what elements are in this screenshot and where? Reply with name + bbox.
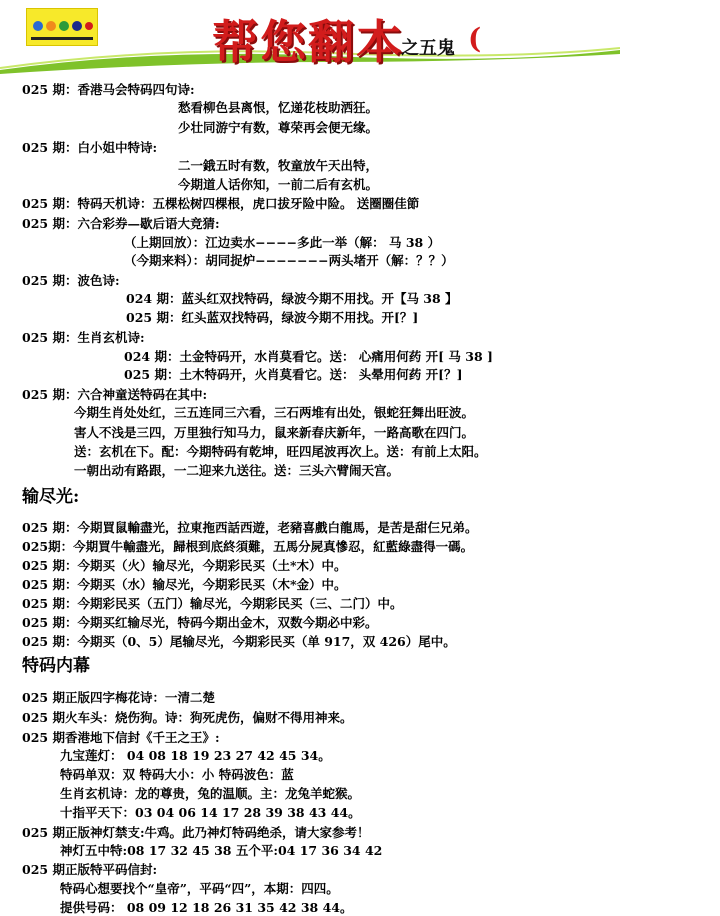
text-line: 二一鋨五时有数，牧童放午天出特，: [178, 158, 379, 173]
text-line: 024 期：蓝头红双找特码，绿波今期不用找。开【马 38 】: [126, 291, 458, 306]
text-line: 今期生肖处处红，三五连同三六看，三石两堆有出处，银蛇狂舞出旺波。: [74, 405, 475, 420]
text-line: 025 期：六合彩券—歇后语大竞猜:: [22, 216, 220, 231]
text-line: 025 期：波色诗:: [22, 273, 120, 288]
text-line: 特码心想要找个“皇帝”，平码“四”，本期：四四。: [60, 881, 339, 896]
text-line: 提供号码： 08 09 12 18 26 31 35 42 38 44。: [60, 900, 353, 915]
text-line: 025 期：六合神童送特码在其中:: [22, 387, 208, 402]
text-line: 025 期：生肖玄机诗:: [22, 330, 145, 345]
text-line: 025期：今期買牛輸盡光，歸根到底終須難，五馬分屍真慘忍，紅藍綠盡得一碼。: [22, 539, 474, 554]
text-line: 025 期：特码天机诗：五棵松树四棵根，虎口拔牙险中险。 送圈圈佳節: [22, 196, 420, 211]
text-line: 025 期：今期買鼠輸盡光，拉東拖西話西遊，老豬喜戲白龍馬，是苦是甜仨兄弟。: [22, 520, 478, 535]
text-line: 送：玄机在下。配：今期特码有乾坤，旺四尾波再次上。送：有前上太阳。: [74, 444, 487, 459]
text-line: 今期道人话你知，一前二后有玄机。: [178, 177, 379, 192]
text-line: 025 期正版神灯禁支:牛鸡。此乃神灯特码绝杀，请大家参考！: [22, 825, 370, 840]
text-line: 025 期：今期买（水）输尽光，今期彩民买（木*金）中。: [22, 577, 347, 592]
page-title: 帮您翻本: [212, 15, 404, 69]
text-line: 025 期：土木特码开，火肖莫看它。送： 头晕用何药 开[？]: [124, 367, 463, 382]
text-line: 十指平天下：03 04 06 14 17 28 39 38 43 44。: [60, 805, 361, 820]
text-line: 024 期：土金特码开，水肖莫看它。送： 心痛用何药 开[ 马 38 ]: [124, 349, 493, 364]
text-line: 025 期：今期买（0、5）尾输尽光，今期彩民买（单 917，双 426）尾中。: [22, 634, 456, 649]
text-line: 025 期：红头蓝双找特码，绿波今期不用找。开[？]: [126, 310, 419, 325]
text-line: 特码单双：双 特码大小：小 特码波色：蓝: [60, 767, 294, 782]
text-line: 025 期：今期彩民买（五门）输尽光，今期彩民买（三、二门）中。: [22, 596, 403, 611]
text-line: 025 期：白小姐中特诗:: [22, 140, 158, 155]
text-line: 025 期香港地下信封《千王之王》:: [22, 730, 220, 745]
text-line: 025 期正版特平码信封:: [22, 862, 158, 877]
text-line: 愁看柳色县离恨，忆递花枝助洒狂。: [178, 100, 379, 115]
text-line: 一朝出动有路跟，一二迎来九送往。送：三头六臂闹天宫。: [74, 463, 400, 478]
section-heading: 特码内幕: [22, 656, 90, 676]
title-paren: (: [468, 22, 482, 55]
text-line: （上期回放）：江边卖水−−−−多此一举（解： 马 38 ）: [124, 235, 441, 250]
text-line: 神灯五中特:08 17 32 45 38 五个平:04 17 36 34 42: [60, 843, 383, 858]
text-line: 025 期正版四字梅花诗：一清二楚: [22, 690, 215, 705]
text-line: 生肖玄机诗：龙的尊贵，兔的温顺。主：龙兔羊蛇猴。: [60, 786, 361, 801]
text-line: （今期来料）：胡同捉炉−−−−−−−两头堵开（解：？？）: [124, 253, 454, 268]
text-line: 害人不浅是三四，万里独行知马力，鼠来新春庆新年，一路高歌在四门。: [74, 425, 475, 440]
text-line: 025 期：香港马会特码四句诗:: [22, 82, 195, 97]
page-subtitle: 之五鬼: [401, 38, 455, 59]
text-line: 少壮同游宁有数，尊荣再会便无缘。: [178, 120, 379, 135]
text-line: 025 期：今期买红输尽光，特码今期出金木，双数今期必中彩。: [22, 615, 378, 630]
text-line: 025 期火车头：烧伤狗。诗：狗死虎伤，偏财不得用神来。: [22, 710, 353, 725]
text-line: 九宝莲灯： 04 08 18 19 23 27 42 45 34。: [60, 748, 331, 763]
text-line: 025 期：今期买（火）输尽光，今期彩民买（土*木）中。: [22, 558, 347, 573]
section-heading: 输尽光:: [22, 487, 80, 507]
